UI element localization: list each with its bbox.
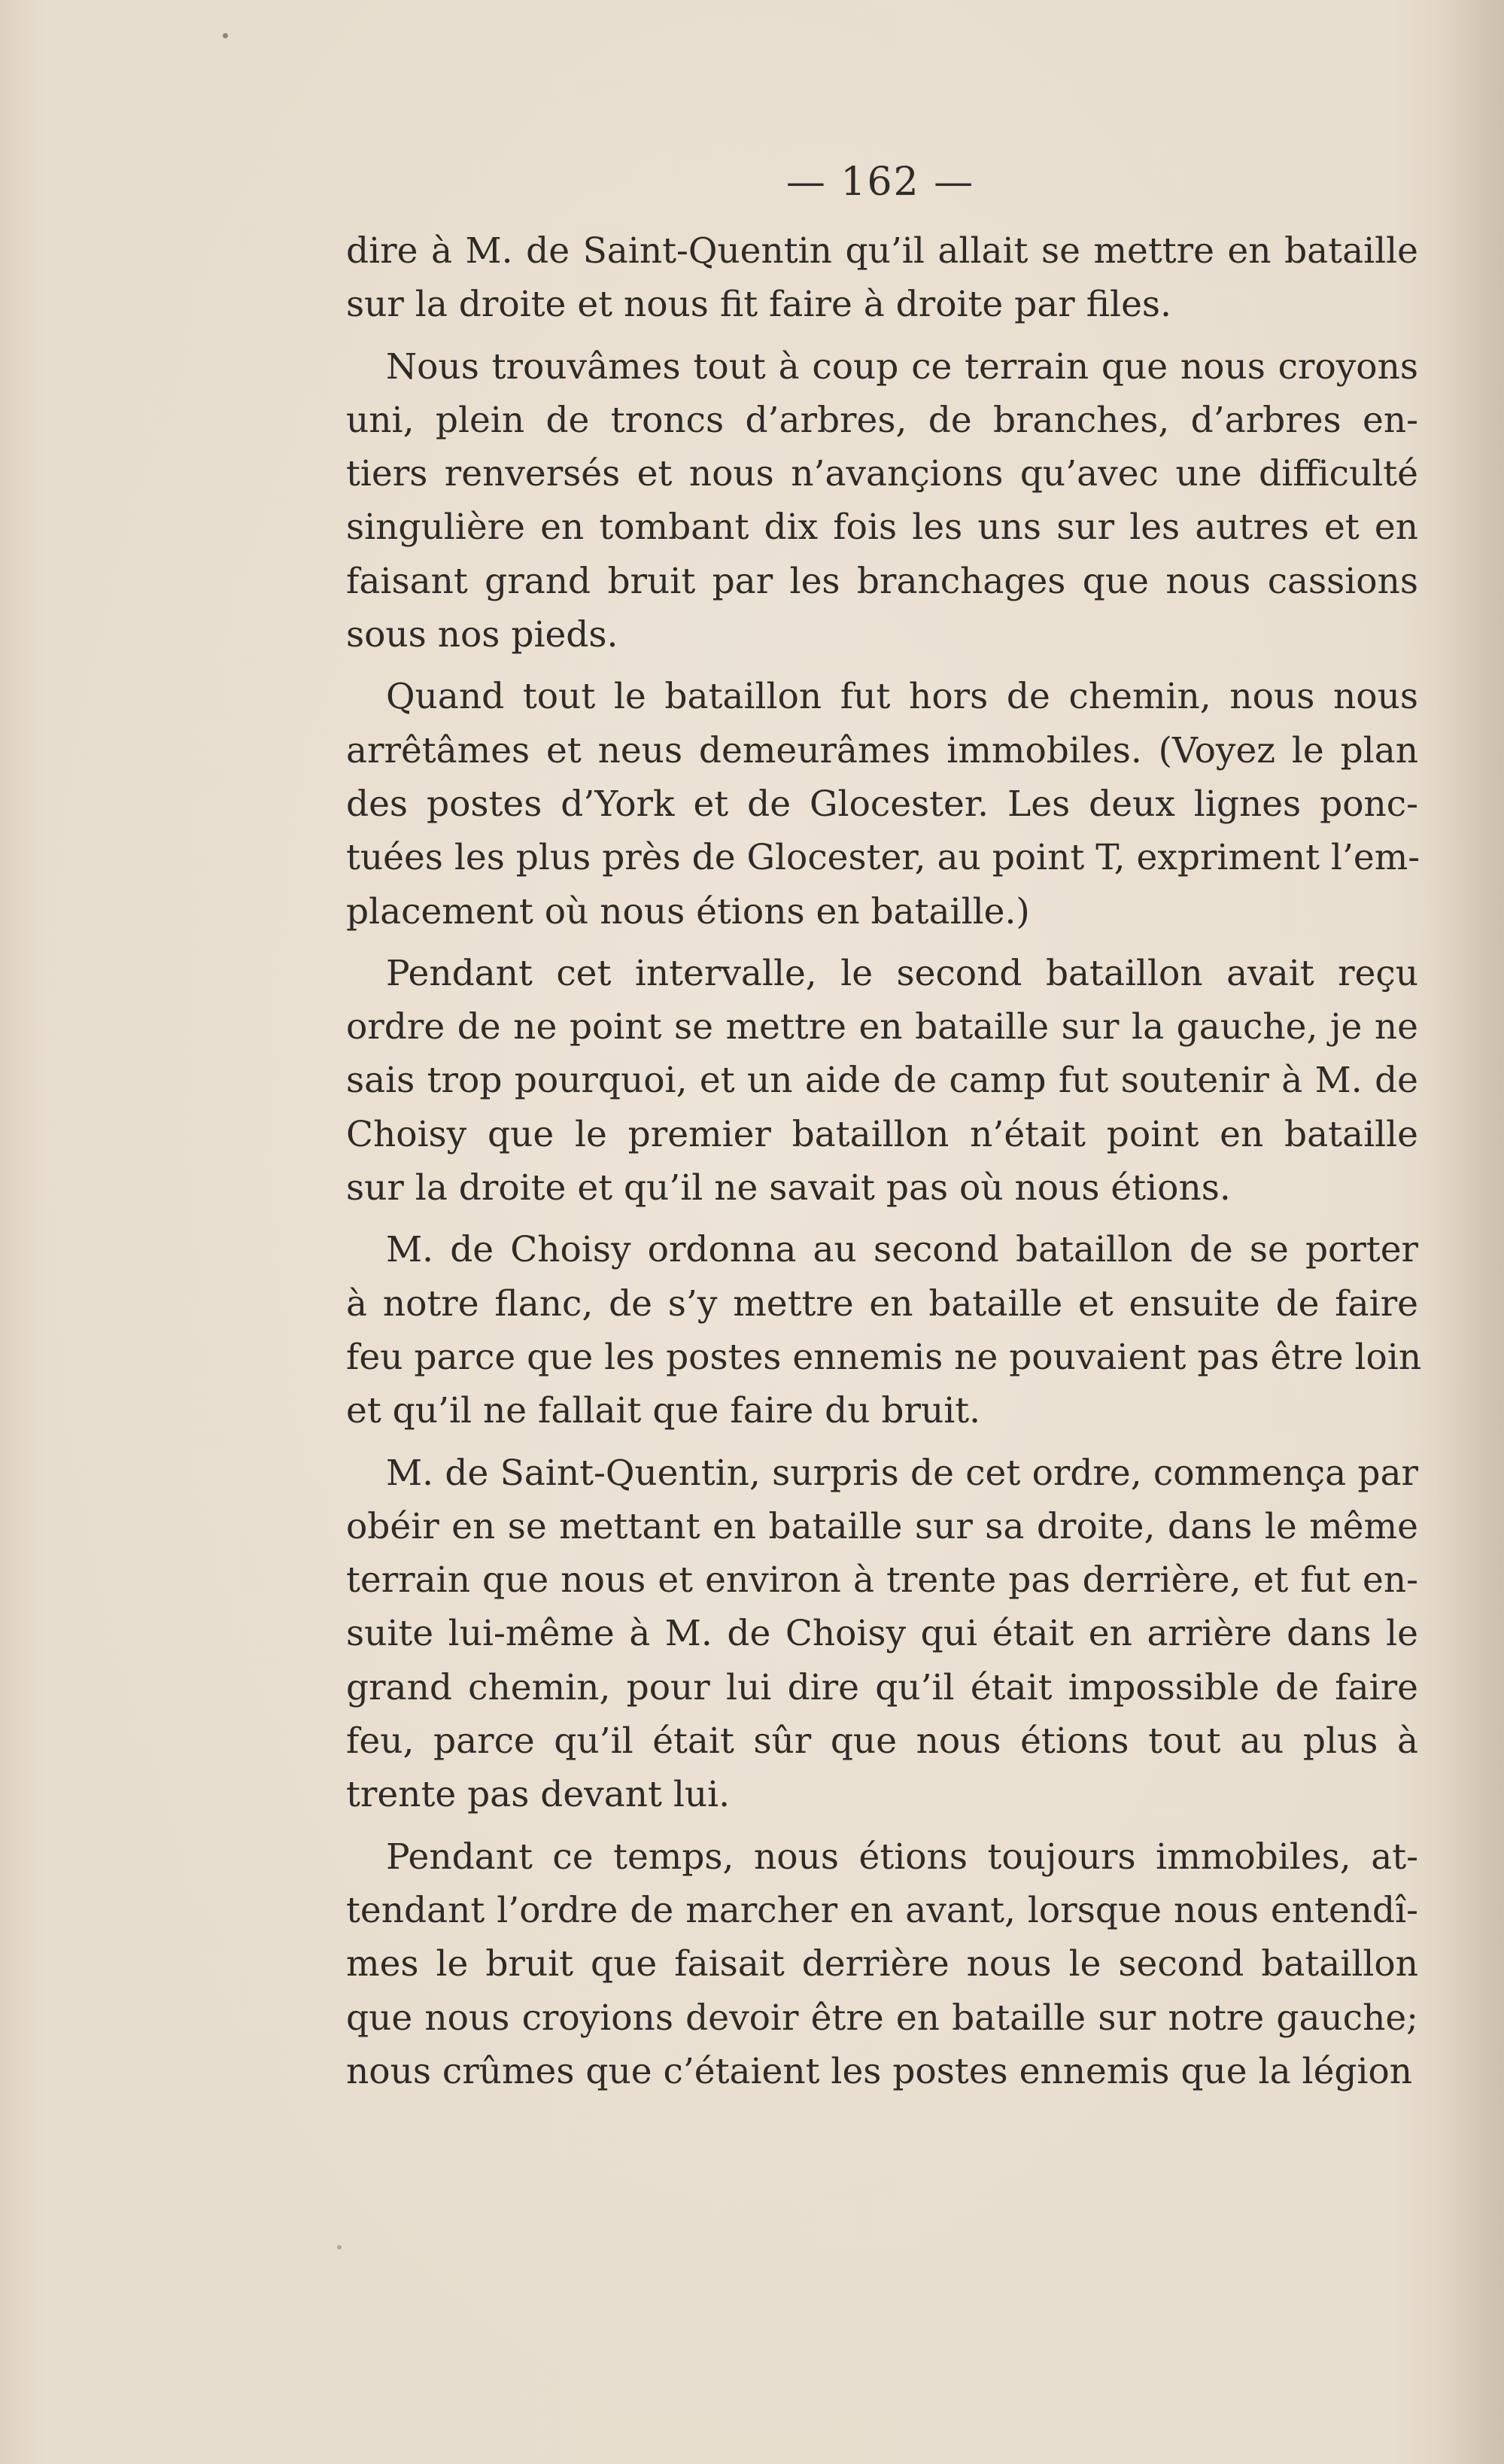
text-line: Quand tout le bataillon fut hors de chemin, nous nous	[386, 676, 1418, 718]
text-line: des postes d’York et de Glocester. Les deux lignes ponc-	[346, 783, 1418, 825]
text-line: feu, parce qu’il était sûr que nous étions tout au plus à	[346, 1720, 1418, 1763]
text-line: que nous croyions devoir être en bataille sur notre gauche;	[346, 1997, 1418, 2039]
body-text	[346, 224, 1422, 2098]
text-line: ordre de ne point se mettre en bataille sur la gauche, je ne	[346, 1006, 1418, 1048]
paper-speck	[223, 33, 228, 38]
text-line: tuées les plus près de Glocester, au point T, expriment l’em-	[346, 837, 1420, 879]
text-line: sais trop pourquoi, et un aide de camp fut soutenir à M. de	[346, 1060, 1418, 1102]
text-line: grand chemin, pour lui dire qu’il était impossible de faire	[346, 1666, 1418, 1708]
text-line: Nous trouvâmes tout à coup ce terrain que nous croyons	[386, 345, 1418, 388]
text-line: Choisy que le premier bataillon n’était point en bataille	[346, 1113, 1418, 1155]
text-line: Pendant ce temps, nous étions toujours immobiles, at-	[386, 1836, 1418, 1878]
text-line: faisant grand bruit par les branchages que nous cassions	[346, 560, 1418, 602]
text-line: Pendant cet intervalle, le second bataillon avait reçu	[386, 952, 1418, 994]
text-line: placement où nous étions en bataille.)	[346, 890, 1030, 932]
text-line: terrain que nous et environ à trente pas derrière, et fut en-	[346, 1559, 1418, 1602]
text-line: sur la droite et nous fit faire à droite par files.	[346, 284, 1171, 326]
text-line: mes le bruit que faisait derrière nous le second bataillon	[346, 1943, 1418, 1985]
text-line: trente pas devant lui.	[346, 1774, 731, 1816]
text-line: sous nos pieds.	[346, 614, 618, 656]
text-line: obéir en se mettant en bataille sur sa droite, dans le même	[346, 1505, 1418, 1547]
page-number: — 162 —	[785, 160, 975, 205]
text-line: suite lui-même à M. de Choisy qui était en arrière dans le	[346, 1613, 1418, 1655]
text-line: uni, plein de troncs d’arbres, de branches, d’arbres en-	[346, 399, 1418, 441]
paragraph-gap	[346, 938, 1418, 947]
text-line: M. de Choisy ordonna au second bataillon de se porter	[386, 1229, 1418, 1271]
text-line: nous crûmes que c’étaient les postes ennemis que la légion	[346, 2050, 1413, 2092]
text-line: sur la droite et qu’il ne savait pas où nous étions.	[346, 1167, 1231, 1209]
paragraph-gap	[346, 332, 1418, 340]
text-line: tendant l’ordre de marcher en avant, lorsque nous entendî-	[346, 1889, 1418, 1931]
text-line: arrêtâmes et neus demeurâmes immobiles. (Voyez le plan	[346, 729, 1418, 771]
text-line: à notre flanc, de s’y mettre en bataille et ensuite de faire	[346, 1282, 1418, 1325]
page-edge-shadow	[1436, 0, 1504, 2464]
paragraph-gap	[346, 662, 1418, 670]
paper-speck	[337, 2245, 342, 2250]
text-line: singulière en tombant dix fois les uns sur les autres et en	[346, 506, 1418, 549]
text-line: tiers renversés et nous n’avançions qu’avec une difficulté	[346, 453, 1418, 495]
text-line: et qu’il ne fallait que faire du bruit.	[346, 1390, 981, 1432]
paragraph-gap	[346, 1438, 1418, 1446]
paragraph-gap	[346, 1822, 1418, 1830]
text-line: feu parce que les postes ennemis ne pouvaient pas être loin	[346, 1336, 1422, 1378]
text-line: dire à M. de Saint-Quentin qu’il allait se mettre en bataille	[346, 230, 1418, 272]
paragraph-gap	[346, 1215, 1418, 1223]
text-line: M. de Saint-Quentin, surpris de cet ordre, commença par	[386, 1452, 1418, 1494]
